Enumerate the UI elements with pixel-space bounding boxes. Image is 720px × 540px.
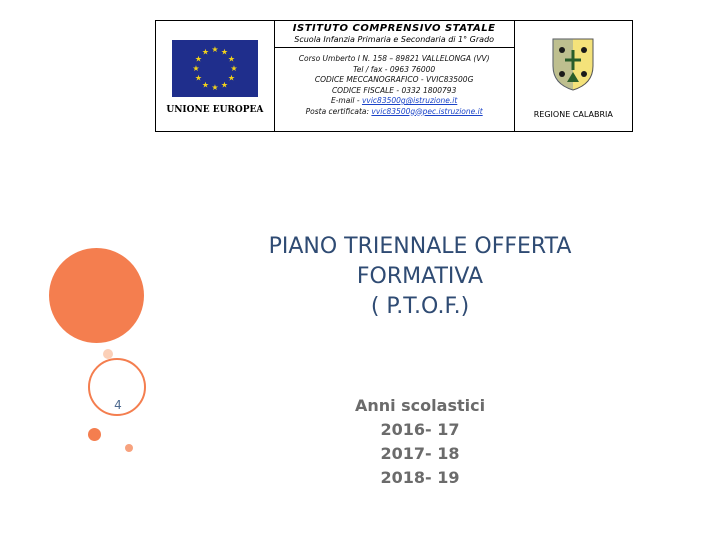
institute-title: ISTITUTO COMPRENSIVO STATALE — [292, 23, 496, 34]
eu-star-icon: ★ — [230, 64, 238, 73]
eu-star-icon: ★ — [227, 54, 235, 64]
title-line-3: ( P.T.O.F.) — [370, 294, 470, 319]
eu-star-icon: ★ — [220, 80, 228, 90]
eu-star-icon: ★ — [211, 45, 219, 54]
decor-circle-large — [49, 248, 144, 343]
eu-flag-icon — [172, 40, 258, 97]
tax-code-line: CODICE FISCALE - 0332 1800793 — [331, 85, 457, 95]
eu-star-icon: ★ — [201, 80, 209, 90]
eu-star-icon: ★ — [227, 73, 235, 83]
calabria-coat-of-arms-icon — [548, 36, 598, 92]
mech-code-line: CODICE MECCANOGRAFICO - VVIC83500G — [314, 75, 474, 84]
eu-star-icon: ★ — [194, 73, 202, 83]
institute-cell — [274, 21, 514, 132]
year-item: 2017- 18 — [380, 444, 460, 463]
eu-star-icon: ★ — [211, 83, 219, 92]
pec-link[interactable]: vvic83500g@pec.istruzione.it — [371, 106, 483, 116]
email-line — [275, 96, 514, 107]
year-item: 2016- 17 — [380, 420, 460, 439]
eu-label: UNIONE EUROPEA — [166, 105, 264, 115]
email-link[interactable]: vvic83500g@istruzione.it — [361, 96, 458, 105]
document-title — [230, 232, 610, 322]
title-line-1: PIANO TRIENNALE OFFERTA — [268, 234, 572, 259]
region-label: REGIONE CALABRIA — [533, 109, 613, 119]
letterhead-table — [155, 20, 633, 132]
eu-star-icon: ★ — [220, 47, 228, 57]
region-cell — [514, 21, 632, 132]
eu-star-icon: ★ — [194, 54, 202, 64]
address-line: Corso Umberto I N. 158 – 89821 VALLELONGA (VV) — [298, 54, 490, 63]
email-prefix: E-mail - — [330, 96, 362, 105]
decor-circle-small — [125, 444, 133, 452]
years-label: Anni scolastici — [354, 396, 486, 415]
school-years — [340, 394, 500, 490]
year-item: 2018- 19 — [380, 468, 460, 487]
eu-star-icon: ★ — [192, 64, 200, 73]
phone-line: Tel / fax - 0963 76000 — [353, 64, 436, 74]
title-line-2: FORMATIVA — [356, 264, 484, 289]
pec-prefix: Posta certificata: — [305, 106, 372, 116]
eu-cell — [156, 21, 275, 132]
eu-star-icon: ★ — [201, 47, 209, 57]
institute-subtitle: Scuola Infanzia Primaria e Secondaria di 1° Grado — [294, 35, 495, 44]
pec-line — [275, 107, 514, 118]
slide-number: 4 — [114, 398, 122, 412]
decor-circle-small — [88, 428, 101, 441]
